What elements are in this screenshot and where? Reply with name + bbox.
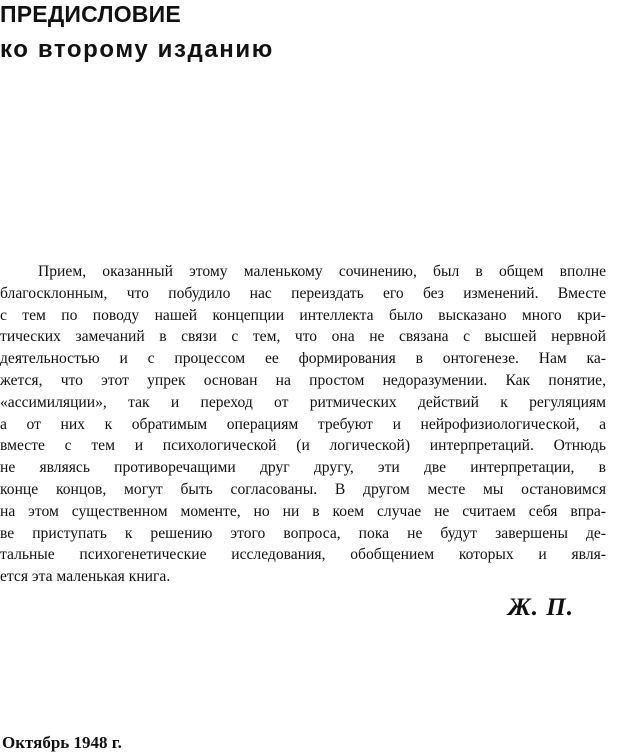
text-line: благосклонным, что побудило нас переиздать его без изменений. Вместе: [0, 284, 606, 302]
text-line: «ассимиляции», так и переход от ритмических действий к регуляциям: [0, 393, 606, 411]
text-line: вместе с тем и психологической (и логической) интерпретаций. Отнюдь: [0, 437, 606, 455]
text-line: тальные психогенетические исследования, обобщением которых и явля-: [0, 546, 606, 564]
text-line: а от них к обратимым операциям требуют и нейрофизиологической, а: [0, 415, 606, 433]
text-line: жется, что этот упрек основан на простом недоразумении. Как понятие,: [0, 371, 606, 389]
text-line: тических замечаний в связи с тем, что она не связана с высшей нервной: [0, 328, 606, 346]
text-line: с тем по поводу нашей концепции интеллекта было высказано много кри-: [0, 306, 606, 324]
text-line: деятельностью и с процессом ее формирования в онтогенезе. Нам ка-: [0, 350, 606, 368]
author-signature: Ж. П.: [507, 594, 574, 621]
preface-date: Октябрь 1948 г.: [2, 733, 122, 752]
text-line: ется эта маленькая книга.: [0, 568, 171, 586]
text-line: Прием, оказанный этому маленькому сочинению, был в общем вполне: [38, 263, 606, 280]
text-line: не являясь противоречащими друг другу, эти две интерпретации, в: [0, 459, 606, 477]
preface-body: [0, 261, 606, 588]
text-line: ве приступать к решению этого вопроса, пока не будут завершены де-: [0, 524, 606, 542]
page-subtitle: ко второму изданию: [0, 36, 274, 63]
page-title: ПРЕДИСЛОВИЕ: [0, 1, 181, 27]
text-line: на этом существенном моменте, но ни в коем случае не считаем себя впра-: [0, 502, 606, 520]
text-line: конце концов, могут быть согласованы. В другом месте мы остановимся: [0, 480, 606, 498]
